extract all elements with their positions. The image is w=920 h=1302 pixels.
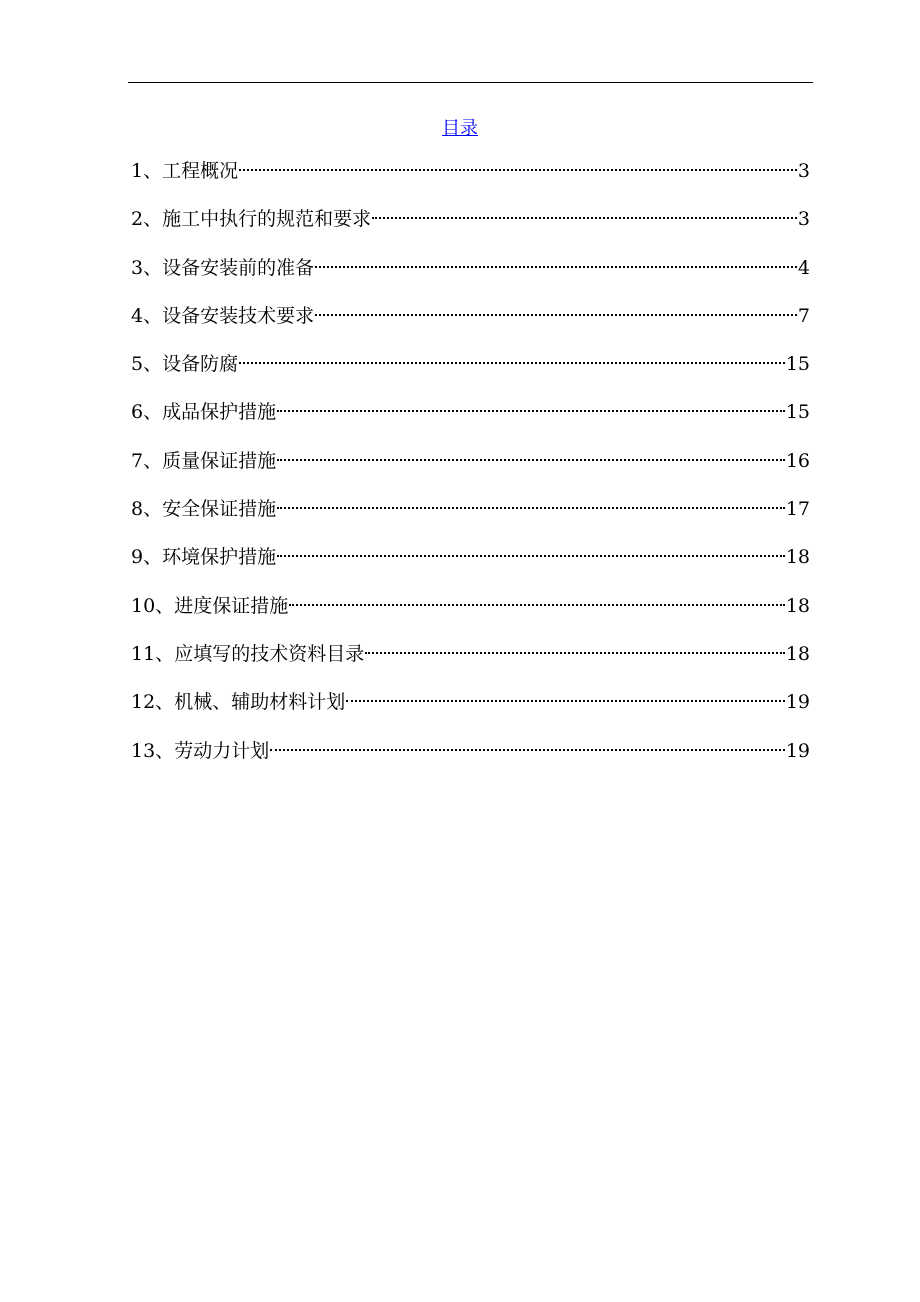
toc-entry-number: 3、 — [131, 256, 163, 279]
toc-entry-1[interactable] — [131, 154, 810, 202]
toc-list — [131, 154, 810, 782]
toc-entry-12[interactable] — [131, 685, 810, 733]
toc-entry-title: 应填写的技术资料目录 — [174, 642, 365, 665]
toc-entry-11[interactable] — [131, 637, 810, 685]
toc-entry-number: 4、 — [131, 304, 163, 327]
toc-dot-leader — [270, 749, 785, 751]
toc-entry-9[interactable] — [131, 540, 810, 588]
toc-entry-title: 设备防腐 — [162, 353, 239, 376]
toc-entry-3[interactable] — [131, 251, 810, 299]
toc-entry-title: 施工中执行的规范和要求 — [162, 208, 372, 231]
toc-entry-title: 安全保证措施 — [162, 498, 277, 521]
toc-entry-7[interactable] — [131, 444, 810, 492]
toc-title-link[interactable]: 目录 — [442, 118, 478, 139]
toc-entry-8[interactable] — [131, 492, 810, 540]
toc-entry-title: 质量保证措施 — [162, 449, 277, 472]
toc-entry-10[interactable] — [131, 589, 810, 637]
toc-dot-leader — [289, 604, 785, 606]
toc-dot-leader — [346, 700, 785, 702]
toc-entry-4[interactable] — [131, 299, 810, 347]
toc-entry-page: 4 — [797, 256, 810, 279]
toc-dot-leader — [365, 652, 785, 654]
toc-entry-number: 12、 — [131, 691, 175, 714]
toc-dot-leader — [315, 266, 797, 268]
toc-entry-title: 设备安装技术要求 — [162, 304, 315, 327]
toc-entry-number: 5、 — [131, 353, 163, 376]
toc-entry-title: 工程概况 — [162, 160, 239, 182]
toc-dot-leader — [277, 507, 785, 509]
toc-dot-leader — [277, 410, 785, 412]
toc-dot-leader — [277, 555, 785, 557]
toc-entry-number: 13、 — [131, 739, 175, 762]
toc-entry-6[interactable] — [131, 395, 810, 443]
toc-dot-leader — [239, 362, 785, 364]
toc-entry-number: 10、 — [131, 594, 175, 617]
toc-entry-5[interactable] — [131, 347, 810, 395]
toc-entry-number: 1、 — [131, 160, 163, 182]
toc-dot-leader — [277, 459, 785, 461]
toc-title — [0, 116, 920, 142]
toc-entry-page: 18 — [785, 546, 810, 569]
toc-entry-page: 18 — [785, 642, 810, 665]
toc-entry-2[interactable] — [131, 202, 810, 250]
toc-entry-page: 18 — [785, 594, 810, 617]
toc-entry-number: 8、 — [131, 498, 163, 521]
toc-entry-number: 2、 — [131, 208, 163, 231]
toc-entry-number: 9、 — [131, 546, 163, 569]
toc-entry-title: 进度保证措施 — [174, 594, 289, 617]
toc-dot-leader — [315, 314, 797, 316]
toc-entry-title: 成品保护措施 — [162, 401, 277, 424]
toc-dot-leader — [372, 217, 797, 219]
toc-entry-page: 17 — [785, 498, 810, 521]
toc-entry-title: 设备安装前的准备 — [162, 256, 315, 279]
toc-entry-page: 19 — [785, 739, 810, 762]
toc-entry-title: 环境保护措施 — [162, 546, 277, 569]
toc-entry-number: 6、 — [131, 401, 163, 424]
toc-entry-number: 7、 — [131, 449, 163, 472]
toc-entry-page: 16 — [785, 449, 810, 472]
toc-entry-title: 劳动力计划 — [174, 739, 270, 762]
header-rule — [128, 82, 813, 83]
toc-entry-page: 3 — [797, 160, 810, 182]
toc-entry-page: 7 — [797, 304, 810, 327]
toc-dot-leader — [239, 169, 797, 171]
toc-entry-page: 15 — [785, 353, 810, 376]
toc-entry-page: 3 — [797, 208, 810, 231]
toc-entry-page: 19 — [785, 691, 810, 714]
toc-entry-title: 机械、辅助材料计划 — [174, 691, 346, 714]
toc-entry-number: 11、 — [131, 642, 175, 665]
toc-entry-13[interactable] — [131, 734, 810, 782]
toc-entry-page: 15 — [785, 401, 810, 424]
